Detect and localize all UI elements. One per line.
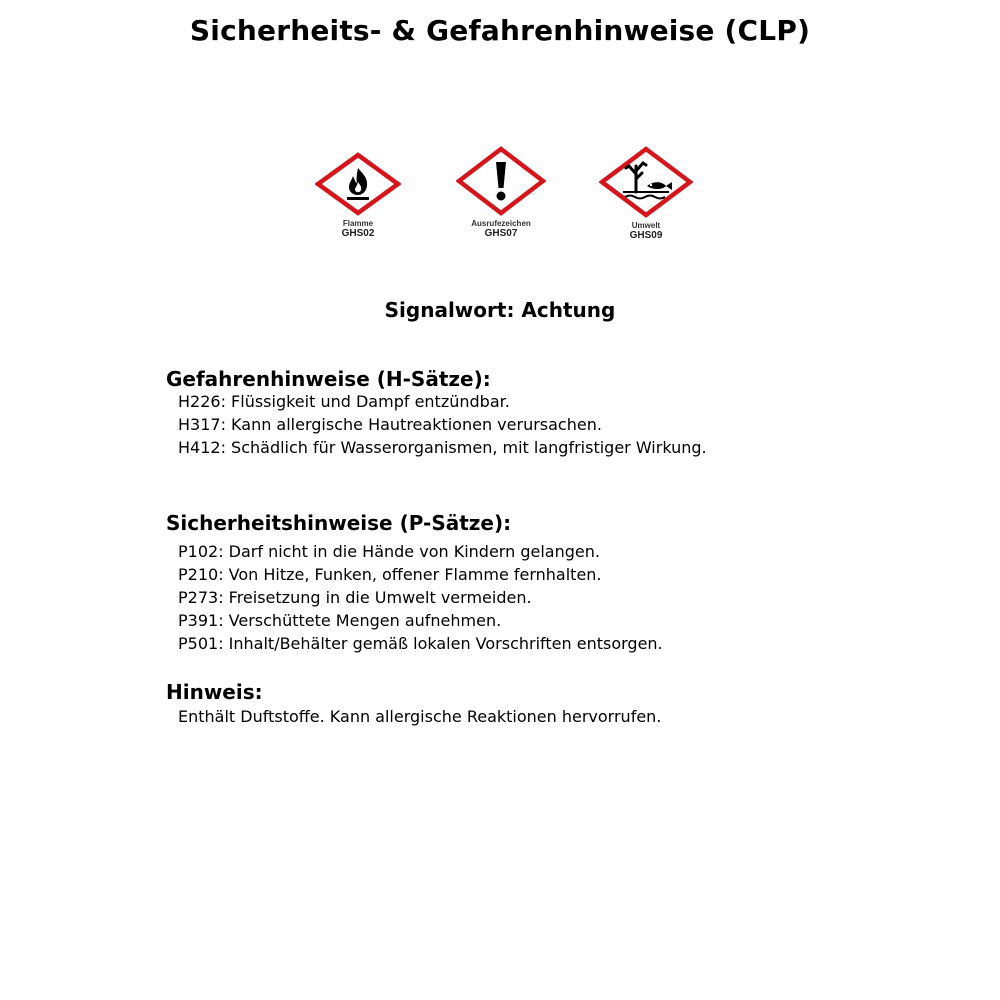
flame-icon bbox=[315, 152, 401, 216]
pictogram-code: GHS02 bbox=[341, 228, 375, 239]
pictogram-code: GHS09 bbox=[629, 230, 663, 241]
page-title: Sicherheits- & Gefahrenhinweise (CLP) bbox=[189, 14, 811, 47]
precautionary-statement: P501: Inhalt/Behälter gemäß lokalen Vorschriften entsorgen. bbox=[178, 634, 663, 653]
precautionary-statements-list bbox=[178, 540, 663, 655]
signal-word: Signalwort: Achtung bbox=[384, 298, 616, 322]
precautionary-statement: P102: Darf nicht in die Hände von Kindern gelangen. bbox=[178, 542, 600, 561]
note-heading: Hinweis: bbox=[166, 680, 263, 704]
hazard-statement: H226: Flüssigkeit und Dampf entzündbar. bbox=[178, 392, 510, 411]
pictogram-name: Ausrufezeichen bbox=[471, 219, 531, 228]
pictogram-ghs09 bbox=[598, 146, 694, 241]
pictogram-name: Umwelt bbox=[631, 221, 661, 230]
precautionary-statement: P210: Von Hitze, Funken, offener Flamme fernhalten. bbox=[178, 565, 602, 584]
hazard-statement: H317: Kann allergische Hautreaktionen verursachen. bbox=[178, 415, 602, 434]
pictogram-name: Flamme bbox=[342, 219, 374, 228]
environment-icon bbox=[599, 146, 693, 218]
pictogram-code: GHS07 bbox=[484, 228, 518, 239]
precautionary-statement: P391: Verschüttete Mengen aufnehmen. bbox=[178, 611, 502, 630]
hazard-statement: H412: Schädlich für Wasserorganismen, mit langfristiger Wirkung. bbox=[178, 438, 707, 457]
exclamation-mark-icon bbox=[456, 146, 546, 216]
hazard-statements-list bbox=[178, 390, 707, 459]
hazard-statements-heading: Gefahrenhinweise (H-Sätze): bbox=[166, 367, 491, 391]
pictogram-ghs07 bbox=[455, 146, 547, 239]
precautionary-statement: P273: Freisetzung in die Umwelt vermeiden. bbox=[178, 588, 532, 607]
note-text: Enthält Duftstoffe. Kann allergische Reaktionen hervorrufen. bbox=[178, 707, 662, 726]
precautionary-statements-heading: Sicherheitshinweise (P-Sätze): bbox=[166, 511, 512, 535]
pictogram-ghs02 bbox=[314, 152, 402, 239]
